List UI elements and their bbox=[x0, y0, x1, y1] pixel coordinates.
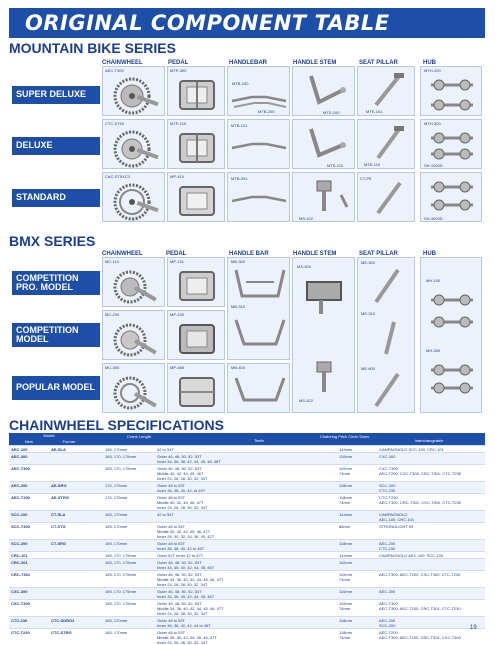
part-code: CT-P5 bbox=[360, 176, 372, 181]
part-code: MTE-110 bbox=[364, 162, 381, 167]
cell-inter: AEC-200 CTC-230 bbox=[379, 541, 396, 551]
cell-hub-deluxe bbox=[420, 119, 482, 169]
stem-icon bbox=[301, 358, 349, 396]
cell-stem-deluxe bbox=[292, 119, 355, 169]
cell-handlebar-standard bbox=[227, 172, 290, 222]
cell-pillar-super-deluxe bbox=[357, 66, 415, 116]
part-code: MB-400 bbox=[231, 365, 246, 370]
cell-new: CXC-T300 bbox=[11, 601, 30, 606]
cell-hub-standard bbox=[420, 172, 482, 222]
part-code: MTP-300 bbox=[170, 68, 187, 73]
part-code: MP-130 bbox=[170, 312, 185, 317]
chainwheel-icon bbox=[108, 75, 162, 115]
table-row bbox=[9, 493, 485, 510]
cell-chainwheel-deluxe bbox=[102, 119, 165, 169]
cell-new: CXC-300 bbox=[11, 589, 28, 594]
bmx-col-pedal: PEDAL bbox=[166, 251, 187, 257]
bmx-col-stem: HANDLE STEM bbox=[293, 251, 337, 257]
cell-pcd: 110mm 74mm bbox=[339, 466, 353, 476]
part-code: MP-410 bbox=[170, 174, 185, 179]
hub-icon bbox=[425, 358, 479, 398]
mtb-col-handlebar: HANDLEBAR bbox=[229, 60, 267, 66]
cell-inter: CAMPAGNOLO AEC-100, CRC-101 bbox=[379, 512, 415, 522]
handlebar-icon bbox=[230, 134, 288, 156]
cell-teeth: Outer 46, 48, 50, 52, 53T Middle 40, 42, 44, 45, 46T Inner 24, 26, 28, 30, 32, 34T bbox=[157, 466, 208, 481]
th-crank: Crank Length bbox=[126, 434, 151, 439]
seat-pillar-icon bbox=[368, 318, 406, 358]
row-label-standard: STANDARD bbox=[12, 189, 100, 207]
part-code: SH-1000D bbox=[424, 163, 443, 168]
cell-stem-standard bbox=[292, 172, 355, 222]
cell-crank: 170, 175mm bbox=[105, 495, 128, 500]
table-row bbox=[9, 570, 485, 587]
cell-pcd: 118mm bbox=[339, 541, 353, 546]
cell-crank: 165, 170mm bbox=[105, 618, 128, 623]
mtb-col-pedal: PEDAL bbox=[168, 60, 189, 66]
cell-pcd: 110mm bbox=[339, 589, 353, 594]
cell-new: CRC-101 bbox=[11, 553, 28, 558]
stem-icon bbox=[303, 72, 347, 110]
part-code: AEC-T300 bbox=[105, 68, 124, 73]
cell-pcd: 118mm bbox=[339, 618, 353, 623]
stem-icon bbox=[301, 276, 349, 316]
cell-pcd: 86mm bbox=[339, 524, 351, 529]
cell-pcd: 110mm 74mm bbox=[339, 572, 353, 582]
cell-chainwheel-standard bbox=[102, 172, 165, 222]
cell-crank: 165, 170, 175mm bbox=[105, 589, 137, 594]
part-code: MTB-200 bbox=[258, 109, 275, 114]
cell-teeth: Outer 46, 48, 50, 52, 53T Inner 34, 36, 40, 42, 44, 45, 46T bbox=[157, 589, 215, 599]
seat-pillar-icon bbox=[366, 71, 408, 109]
cell-new: SCC-200 bbox=[11, 541, 28, 546]
cell-pcd: 110mm 74mm bbox=[339, 601, 353, 611]
cell-pcd: 110mm bbox=[339, 454, 353, 459]
part-code: MTE-101 bbox=[366, 109, 383, 114]
cell-pcd: 144mm bbox=[339, 512, 353, 517]
cell-handlebar-deluxe bbox=[227, 119, 290, 169]
cell-crank: 165, 170, 175mm bbox=[105, 601, 137, 606]
cell-teeth: Outer 46, 48, 50, 52, 53T Middle 34, 36, 40, 42, 44, 45, 46, 47T Inner 24, 26, 28, 30, 32, 34T bbox=[157, 601, 224, 616]
cell-teeth: Outer 48 to 53T Inner 36, 38, 40, 42, to 49T bbox=[157, 483, 206, 493]
part-code: ME-600 bbox=[361, 366, 376, 371]
cell-former: AE-SRG bbox=[51, 483, 67, 488]
table-row bbox=[9, 558, 485, 570]
pedal-icon bbox=[174, 266, 220, 306]
pedal-icon bbox=[174, 128, 220, 168]
cell-crank: 165, 170, 175mm bbox=[105, 553, 137, 558]
cell-bmx-handlebar-popular bbox=[227, 363, 290, 413]
cell-stem-super-deluxe bbox=[292, 66, 355, 116]
part-code: MS-400 bbox=[297, 264, 312, 269]
cell-new: CTC-T230 bbox=[11, 630, 30, 635]
cell-new: AEC-200 bbox=[11, 483, 28, 488]
cell-pcd: 118mm bbox=[339, 483, 353, 488]
cell-teeth: Outer 46, 48, 50, 52, 53T Inner 34, 36, 38, 42, 44, 45, 46, 48T bbox=[157, 454, 221, 464]
stem-icon bbox=[301, 177, 349, 215]
row-label-deluxe: DELUXE bbox=[12, 137, 100, 155]
bmx-col-chainwheel: CHAINWHEEL bbox=[102, 251, 143, 257]
page-number: 19 bbox=[470, 625, 477, 631]
cell-pedal-super-deluxe bbox=[167, 66, 225, 116]
part-code: ME-310 bbox=[361, 311, 376, 316]
table-row bbox=[9, 522, 485, 539]
seat-pillar-icon bbox=[368, 370, 406, 410]
cell-inter: AEC-300 bbox=[379, 589, 396, 594]
cell-bmx-handlebar-pro bbox=[227, 257, 290, 360]
cell-teeth: Outer 46, 48, 50, 52, 53T Inner 34, 36, 40, 42, 44, 45, 46T bbox=[157, 560, 215, 570]
part-code: ME-300 bbox=[361, 260, 376, 265]
table-row bbox=[9, 452, 485, 464]
cell-teeth: 42 to 54T bbox=[157, 512, 174, 517]
cell-inter: CAMPAGNOLO AEC-100, SCC-100 bbox=[379, 553, 444, 558]
cell-bmx-pedal-comp bbox=[167, 310, 225, 360]
part-code: MC-200 bbox=[105, 312, 120, 317]
cell-new: AEC-100 bbox=[11, 447, 28, 452]
part-code: MB-300 bbox=[231, 259, 246, 264]
table-row bbox=[9, 616, 485, 628]
cell-new: AEC-T200 bbox=[11, 495, 30, 500]
cell-crank: 165, 170mm bbox=[105, 447, 128, 452]
cell-inter: CAMPAGNOLO SCC-100, CRC-101 bbox=[379, 447, 444, 452]
cell-pcd: 118mm 74mm bbox=[339, 495, 353, 505]
cell-new: CRC-T301 bbox=[11, 572, 31, 577]
cell-former: CTC-SDRG2 bbox=[51, 618, 75, 623]
handlebar-icon bbox=[232, 314, 288, 350]
cell-crank: 165, 170mm bbox=[105, 541, 128, 546]
cell-crank: 165, 170, 175mm bbox=[105, 572, 137, 577]
cell-inter: SCC-200 CTC-230 bbox=[379, 483, 396, 493]
cell-crank: 165, 170, 175mm bbox=[105, 466, 137, 471]
table-row bbox=[9, 599, 485, 616]
part-code: SH-3000D bbox=[424, 216, 443, 221]
row-label-competition-pro: COMPETITION PRO. MODEL bbox=[12, 271, 100, 295]
row-label-super-deluxe: SUPER DELUXE bbox=[12, 86, 100, 104]
cell-crank: 165, 170mm bbox=[105, 524, 128, 529]
part-code: MTS-110 bbox=[327, 163, 344, 168]
cell-hub-super-deluxe bbox=[420, 66, 482, 116]
cell-new: AEC-300 bbox=[11, 454, 28, 459]
table-row bbox=[9, 628, 485, 645]
chainwheel-icon bbox=[108, 181, 162, 221]
cell-inter: CTC-T230 AEC-T300, CRC-T301, CXC-T300, CTC-T230 bbox=[379, 495, 462, 505]
stem-icon bbox=[303, 125, 347, 163]
part-code: MTB-101 bbox=[231, 123, 248, 128]
cell-bmx-pedal-pro bbox=[167, 257, 225, 307]
chainwheel-icon bbox=[108, 266, 162, 306]
cell-bmx-pedal-popular bbox=[167, 363, 225, 413]
part-code: MS-422 bbox=[299, 216, 314, 221]
cell-chainwheel-super-deluxe bbox=[102, 66, 165, 116]
table-row bbox=[9, 445, 485, 452]
cell-crank: 165, 170mm bbox=[105, 512, 128, 517]
pedal-icon bbox=[174, 319, 220, 359]
cell-teeth: 42 to 54T bbox=[157, 447, 174, 452]
cell-pillar-standard bbox=[357, 172, 415, 222]
row-label-competition: COMPETITION MODEL bbox=[12, 323, 100, 347]
cell-crank: 165, 170mm bbox=[105, 630, 128, 635]
cell-former: CT-SRG bbox=[51, 541, 67, 546]
part-code: MC-300 bbox=[105, 365, 120, 370]
cell-pedal-deluxe bbox=[167, 119, 225, 169]
cell-former: AE-STRG bbox=[51, 495, 69, 500]
bmx-col-pillar: SEAT PILLAR bbox=[359, 251, 398, 257]
cell-teeth: Outer 48 to 53T Inner 36, 38, 40, 42, 44 to 48T bbox=[157, 618, 211, 628]
part-code: MB-310 bbox=[231, 304, 246, 309]
hub-icon bbox=[425, 75, 479, 115]
th-new: New bbox=[24, 439, 33, 444]
th-interchangeable: Interchangeable bbox=[414, 438, 444, 443]
cell-former: CTC-STRG bbox=[51, 630, 72, 635]
seat-pillar-icon bbox=[366, 124, 408, 162]
part-code: MTS-100 bbox=[323, 110, 340, 115]
cell-bmx-pillar bbox=[357, 257, 415, 413]
part-code: CAC-ST5XC3 bbox=[105, 174, 130, 179]
part-code: MTH-300 bbox=[424, 121, 441, 126]
cell-inter: STRONGLIGHT 99 bbox=[379, 524, 414, 529]
part-code: MTB-100 bbox=[232, 81, 249, 86]
cell-pcd: 118mm 74mm bbox=[339, 630, 353, 640]
handlebar-icon bbox=[230, 187, 288, 209]
handlebar-icon bbox=[230, 87, 288, 109]
part-code: MH-300 bbox=[426, 348, 441, 353]
bmx-col-hub: HUB bbox=[423, 251, 436, 257]
cell-teeth: Outer 52T Inner 42 to 47T bbox=[157, 553, 204, 558]
mtb-col-stem: HANDLE STEM bbox=[293, 60, 337, 66]
row-label-popular: POPULAR MODEL bbox=[12, 376, 100, 400]
table-row bbox=[9, 464, 485, 481]
spec-table-header bbox=[9, 433, 485, 445]
cell-new: AEC-T300 bbox=[11, 466, 30, 471]
cell-handlebar-super-deluxe bbox=[227, 66, 290, 116]
table-row bbox=[9, 539, 485, 551]
cell-inter: AEC-T300, AEC-T200, CXC-T300, CTC-T230 bbox=[379, 572, 461, 577]
seat-pillar-icon bbox=[368, 266, 406, 306]
mtb-col-hub: HUB bbox=[423, 60, 436, 66]
chainwheel-icon bbox=[108, 319, 162, 359]
chainwheel-icon bbox=[108, 128, 162, 168]
bmx-col-handlebar: HANDLE BAR bbox=[229, 251, 269, 257]
handlebar-icon bbox=[232, 266, 288, 302]
cell-new: CRC-301 bbox=[11, 560, 28, 565]
seat-pillar-icon bbox=[366, 179, 408, 217]
cell-former: CT-SLA bbox=[51, 512, 66, 517]
th-chainring: Chainring Pitch Circle Diam. bbox=[319, 434, 370, 439]
pedal-icon bbox=[174, 75, 220, 115]
th-teeth: Teeth bbox=[254, 438, 264, 443]
cell-crank: 165, 170, 175mm bbox=[105, 454, 137, 459]
table-row bbox=[9, 510, 485, 522]
cell-inter: CXC-300 bbox=[379, 454, 396, 459]
part-code: MP-131 bbox=[170, 259, 185, 264]
chainwheel-icon bbox=[108, 372, 162, 412]
bmx-heading: BMX SERIES bbox=[9, 233, 96, 249]
page-title: ORIGINAL COMPONENT TABLE bbox=[25, 11, 390, 35]
cell-inter: AEC-T300 AEC-T300, AEC-T200, CRC-T301, CTC-T230 bbox=[379, 601, 461, 611]
hub-icon bbox=[425, 177, 479, 215]
cell-pedal-standard bbox=[167, 172, 225, 222]
cell-crank: 170, 175mm bbox=[105, 483, 128, 488]
cell-teeth: Outer 48 to 54T Middle 40, 42, 44, 45, 46, 47T Inner 26, 30, 32, 34, 36, 40, 42T bbox=[157, 524, 215, 539]
cell-new: SCC-T400 bbox=[11, 524, 30, 529]
part-code: MH-100 bbox=[426, 278, 441, 283]
part-code: MS-422 bbox=[299, 398, 314, 403]
handlebar-icon bbox=[232, 372, 288, 408]
title-banner bbox=[9, 8, 485, 38]
cell-pcd: 144mm bbox=[339, 447, 353, 452]
cell-former: AE-SLA bbox=[51, 447, 66, 452]
cell-teeth: Outer 48 to 53T Middle 36, 40, 42, 44, 45, 46, 47T Inner 24, 26, 28, 30, 32, 34T bbox=[157, 630, 217, 645]
cell-former: CT-STG bbox=[51, 524, 66, 529]
cell-teeth: Outer 48 to 53T Middle 40, 42, 45, 46, 47T Inner 24, 26, 28, 30, 32, 34T bbox=[157, 495, 208, 510]
cell-new: SCC-100 bbox=[11, 512, 28, 517]
table-row bbox=[9, 587, 485, 599]
cell-crank: 165, 170, 175mm bbox=[105, 560, 137, 565]
th-model: Model bbox=[43, 433, 55, 438]
part-code: CTC-ST60 bbox=[105, 121, 125, 126]
part-code: MTH-100 bbox=[424, 68, 441, 73]
part-code: MTB-301 bbox=[231, 176, 248, 181]
th-former: Former bbox=[62, 439, 76, 444]
mtb-col-pillar: SEAT PILLAR bbox=[359, 60, 398, 66]
cell-bmx-stem bbox=[292, 257, 355, 413]
mtb-col-chainwheel: CHAINWHEEL bbox=[102, 60, 143, 66]
part-code: MC-110 bbox=[105, 259, 119, 264]
cell-teeth: Outer 46, 48, 50, 52, 53T Middle 34, 36, 40, 42, 44, 45, 46, 47T Inner 24, 26, 28, 30, 32, 34T bbox=[157, 572, 224, 587]
cell-teeth: Outer 48 to 53T Inner 36, 38, 40, 42 to 46T bbox=[157, 541, 205, 551]
part-code: MTP-110 bbox=[170, 121, 187, 126]
cell-pcd: 144mm bbox=[339, 553, 353, 558]
cell-pcd: 110mm bbox=[339, 560, 353, 565]
cell-new: CTC-230 bbox=[11, 618, 28, 623]
cell-inter: AEC-200 SCC-200 bbox=[379, 618, 396, 628]
cell-bmx-hub bbox=[420, 257, 482, 413]
part-code: MP-488 bbox=[170, 365, 185, 370]
pedal-icon bbox=[174, 181, 220, 221]
cell-bmx-chainwheel-comp bbox=[102, 310, 165, 360]
cell-inter: AEC-T200 AEC-T300, AEC-T200, CRC-T301, CXC-T300 bbox=[379, 630, 461, 640]
hub-icon bbox=[425, 128, 479, 162]
cell-pillar-deluxe bbox=[357, 119, 415, 169]
cell-bmx-chainwheel-popular bbox=[102, 363, 165, 413]
spec-heading: CHAINWHEEL SPECIFICATIONS bbox=[9, 417, 224, 433]
pedal-icon bbox=[174, 372, 220, 412]
cell-bmx-chainwheel-pro bbox=[102, 257, 165, 307]
hub-icon bbox=[425, 288, 479, 338]
mtb-heading: MOUNTAIN BIKE SERIES bbox=[9, 40, 176, 56]
table-row bbox=[9, 481, 485, 493]
table-row bbox=[9, 551, 485, 558]
cell-inter: CXC-T300 AEC-T200, CXC-T300, CRC-T301, CTC-T230 bbox=[379, 466, 462, 476]
